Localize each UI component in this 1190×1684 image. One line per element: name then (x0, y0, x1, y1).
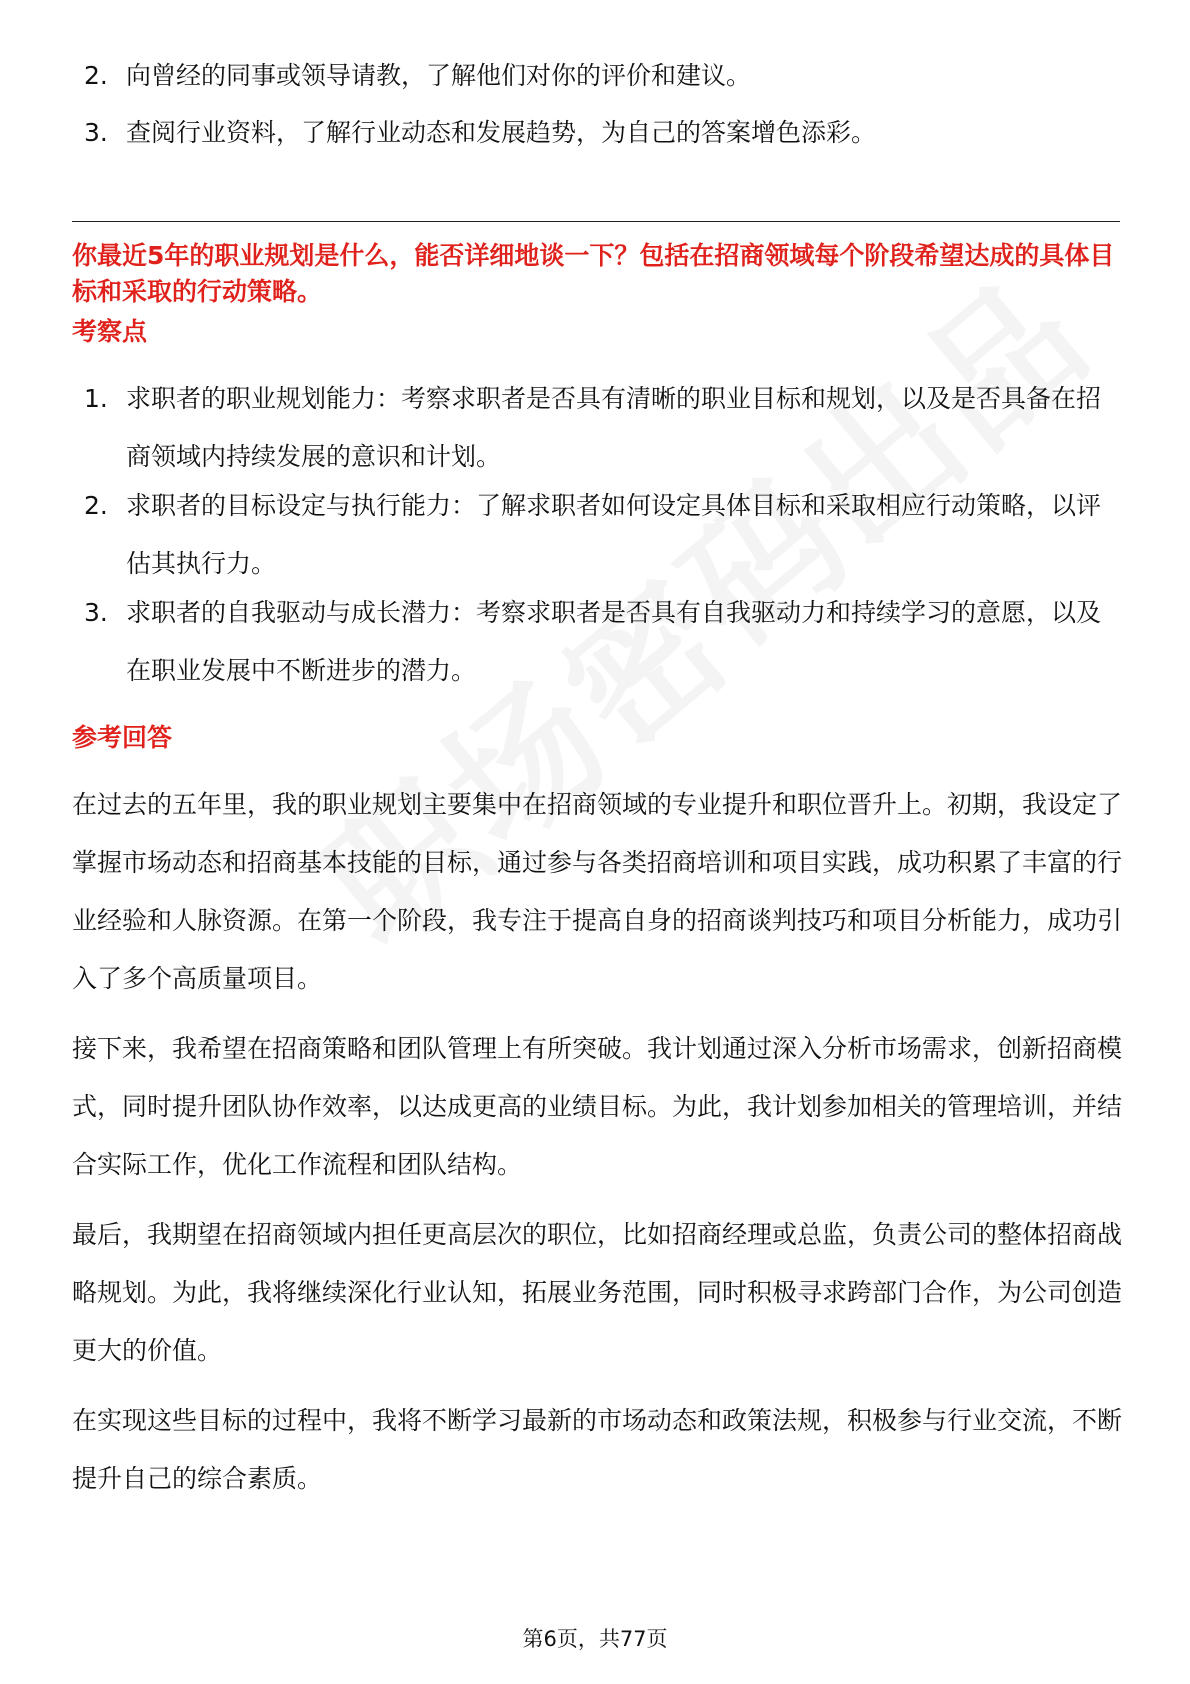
answer-paragraph: 在实现这些目标的过程中，我将不断学习最新的市场动态和政策法规，积极参与行业交流，不断提升自己的综合素质。 (72, 1406, 1123, 1493)
list-number: 1. (84, 384, 108, 413)
list-item (84, 370, 1124, 486)
list-item (84, 584, 1124, 700)
answer-paragraph: 在过去的五年里，我的职业规划主要集中在招商领域的专业提升和职位晋升上。初期，我设定了掌握市场动态和招商基本技能的目标，通过参与各类招商培训和项目实践，成功积累了丰富的行业经验和人脉资源。在第一个阶段，我专注于提高自身的招商谈判技巧和项目分析能力，成功引入了多个高质量项目。 (72, 790, 1123, 993)
divider (72, 221, 1120, 222)
list-text: 查阅行业资料，了解行业动态和发展趋势，为自己的答案增色添彩。 (126, 118, 877, 147)
list-item (84, 104, 1124, 162)
page-number: 第6页，共77页 (522, 1627, 668, 1651)
list-number: 2. (84, 61, 108, 90)
list-item (84, 477, 1124, 593)
list-text: 求职者的自我驱动与成长潜力：考察求职者是否具有自我驱动力和持续学习的意愿，以及在职业发展中不断进步的潜力。 (126, 598, 1102, 685)
list-text: 求职者的职业规划能力：考察求职者是否具有清晰的职业目标和规划，以及是否具备在招商领域内持续发展的意识和计划。 (126, 384, 1102, 471)
list-item (84, 47, 1124, 105)
list-number: 3. (84, 118, 108, 147)
list-number: 2. (84, 491, 108, 520)
section-title-answer: 参考回答 (72, 723, 173, 752)
question-heading: 你最近5年的职业规划是什么，能否详细地谈一下？包括在招商领域每个阶段希望达成的具体目标和采取的行动策略。 (72, 241, 1115, 306)
answer-paragraph: 接下来，我希望在招商策略和团队管理上有所突破。我计划通过深入分析市场需求，创新招商模式，同时提升团队协作效率，以达成更高的业绩目标。为此，我计划参加相关的管理培训，并结合实际工作，优化工作流程和团队结构。 (72, 1034, 1123, 1179)
list-number: 3. (84, 598, 108, 627)
list-text: 向曾经的同事或领导请教，了解他们对你的评价和建议。 (126, 61, 752, 90)
list-text: 求职者的目标设定与执行能力：了解求职者如何设定具体目标和采取相应行动策略，以评估其执行力。 (126, 491, 1102, 578)
answer-paragraph: 最后，我期望在招商领域内担任更高层次的职位，比如招商经理或总监，负责公司的整体招商战略规划。为此，我将继续深化行业认知，拓展业务范围，同时积极寻求跨部门合作，为公司创造更大的价值。 (72, 1220, 1123, 1365)
section-title-points: 考察点 (72, 317, 148, 346)
